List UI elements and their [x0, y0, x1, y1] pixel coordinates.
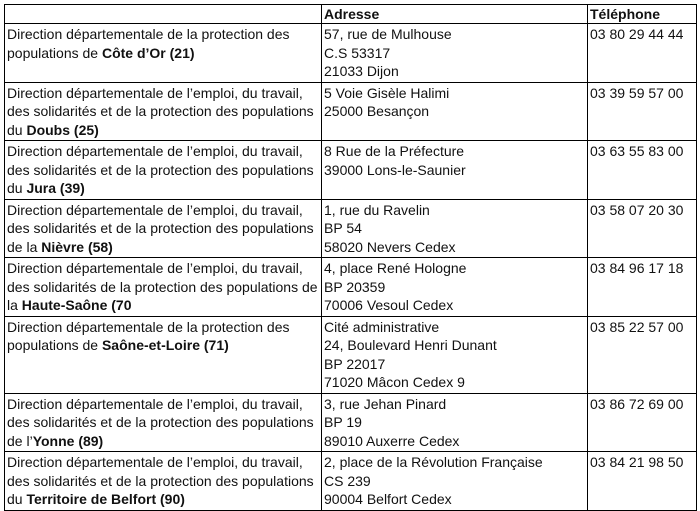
- header-direction: [5, 5, 322, 24]
- phone-cell: 03 39 59 57 00: [588, 82, 697, 141]
- table-row: [5, 141, 697, 200]
- table-row: [5, 316, 697, 393]
- direction-cell: [5, 316, 322, 393]
- address-line: 2, place de la Révolution Française: [324, 454, 543, 470]
- direction-text: Direction départementale de l’emploi, du travail, des solidarités et de la protection des populations de l’: [7, 395, 314, 449]
- phone-cell: 03 63 55 83 00: [588, 141, 697, 200]
- address-cell: [322, 393, 588, 452]
- department-name: Côte d’Or (21): [101, 44, 195, 61]
- direction-cell: [5, 258, 322, 317]
- address-line: 24, Boulevard Henri Dunant: [324, 337, 497, 353]
- address-line: CS 239: [324, 472, 371, 489]
- department-name: Nièvre (58): [41, 238, 113, 255]
- department-name: Territoire de Belfort (90): [26, 491, 185, 507]
- department-name: Doubs (25): [26, 121, 99, 138]
- direction-text: Direction départementale de l’emploi, du travail, des solidarités et de la protection des populations du: [7, 454, 314, 507]
- phone-cell: 03 85 22 57 00: [588, 316, 697, 393]
- phone-cell: 03 80 29 44 44: [588, 24, 697, 83]
- address-cell: [322, 452, 588, 511]
- header-phone: Téléphone: [588, 5, 697, 24]
- direction-cell: [5, 24, 322, 83]
- address-line: 3, rue Jehan Pinard: [324, 395, 447, 412]
- phone-cell: 03 84 21 98 50: [588, 452, 697, 511]
- address-line: 57, rue de Mulhouse: [324, 26, 452, 42]
- address-cell: [322, 199, 588, 258]
- phone-cell: 03 86 72 69 00: [588, 393, 697, 452]
- table-row: [5, 258, 697, 317]
- address-cell: [322, 24, 588, 83]
- address-line: BP 19: [324, 414, 362, 430]
- address-line: 8 Rue de la Préfecture: [324, 143, 465, 159]
- department-name: Jura (39): [26, 180, 85, 196]
- address-cell: [322, 316, 588, 393]
- address-line: 1, rue du Ravelin: [324, 201, 430, 218]
- phone-cell: 03 58 07 20 30: [588, 199, 697, 258]
- table-row: [5, 82, 697, 141]
- direction-text: Direction départementale de la protection des populations de: [7, 26, 290, 61]
- address-line: 39000 Lons-le-Saunier: [324, 161, 466, 178]
- direction-text: Direction départementale de l’emploi, du travail, des solidarités et de la protection des populations de la: [7, 201, 314, 255]
- address-line: BP 20359: [324, 278, 386, 295]
- table-row: [5, 24, 697, 83]
- header-row: [5, 5, 697, 24]
- department-name: Saône-et-Loire (71): [101, 337, 229, 353]
- direction-text: Direction départementale de l’emploi, du travail, des solidarités et de la protection des populations du: [7, 143, 314, 196]
- address-line: BP 54: [324, 220, 362, 236]
- direction-cell: [5, 82, 322, 141]
- contacts-table: [4, 4, 697, 511]
- address-line: 58020 Nevers Cedex: [324, 238, 456, 255]
- address-cell: [322, 141, 588, 200]
- address-cell: [322, 258, 588, 317]
- direction-text: Direction départementale de la protection des populations de: [7, 318, 290, 353]
- address-cell: [322, 82, 588, 141]
- address-line: C.S 53317: [324, 44, 391, 61]
- address-line: 21033 Dijon: [324, 63, 399, 79]
- table-row: [5, 452, 697, 511]
- department-name: Haute-Saône (70: [21, 297, 132, 313]
- table-row: [5, 199, 697, 258]
- address-line: Cité administrative: [324, 318, 440, 335]
- address-line: 25000 Besançon: [324, 103, 430, 119]
- address-line: 4, place René Hologne: [324, 260, 467, 276]
- address-line: 89010 Auxerre Cedex: [324, 432, 460, 449]
- address-line: 90004 Belfort Cedex: [324, 491, 452, 507]
- phone-cell: 03 84 96 17 18: [588, 258, 697, 317]
- direction-cell: [5, 452, 322, 511]
- direction-cell: [5, 199, 322, 258]
- address-line: 5 Voie Gisèle Halimi: [324, 84, 450, 101]
- direction-cell: [5, 393, 322, 452]
- direction-text: Direction départementale de l’emploi, du travail, des solidarités et de la protection des populations du: [7, 84, 314, 138]
- header-address: Adresse: [322, 5, 588, 24]
- department-name: Yonne (89): [32, 432, 104, 449]
- table-row: [5, 393, 697, 452]
- address-line: 71020 Mâcon Cedex 9: [324, 374, 465, 390]
- direction-text: Direction départementale de l’emploi, du travail, des solidarités de la protection des populations de la: [7, 260, 318, 313]
- direction-cell: [5, 141, 322, 200]
- address-line: 70006 Vesoul Cedex: [324, 297, 454, 313]
- address-line: BP 22017: [324, 355, 386, 372]
